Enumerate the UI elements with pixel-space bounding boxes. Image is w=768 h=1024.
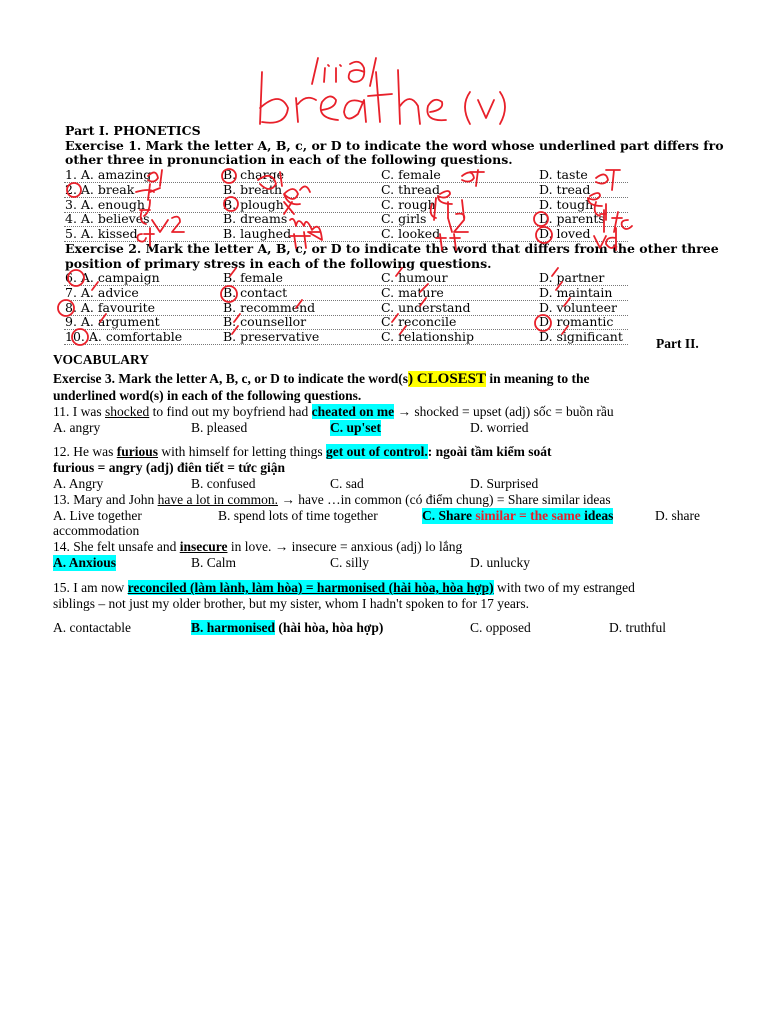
question-13: 13. Mary and John have a lot in common. → have …in common (có điểm chung) = Share similar ideas — [53, 492, 611, 507]
ex1-cell: B. charge — [223, 167, 285, 182]
q12-note: furious = angry (adj) điên tiết = tức giận — [53, 460, 285, 475]
q13-option-b: B. spend lots of time together — [218, 508, 378, 523]
question-15: 15. I am now reconciled (làm lành, làm hòa) = harmonised (hài hòa, hòa hợp) with two of my estranged — [53, 580, 635, 595]
handwritten-annotations — [0, 0, 768, 360]
question-12: 12. He was furious with himself for letting things get out of control.: ngoài tầm kiểm soát — [53, 444, 552, 459]
ex1-cell: 1. A. amazing — [65, 167, 152, 182]
vocabulary-heading: VOCABULARY — [53, 352, 150, 367]
ex1-cell: 5. A. kissed — [65, 226, 138, 242]
q15-option-c: C. opposed — [470, 620, 531, 635]
ex2-cell: 6. A. campaign — [65, 270, 160, 285]
q15-option-d: D. truthful — [609, 620, 666, 635]
q12-option-a: A. Angry — [53, 476, 104, 491]
ex1-cell: B. plough — [223, 196, 284, 212]
q11-option-c: C. up'set — [330, 420, 382, 435]
q14-option-b: B. Calm — [191, 555, 237, 570]
ex1-cell: B. dreams — [223, 211, 288, 227]
question-14: 14. She felt unsafe and insecure in love. → insecure = anxious (adj) lo lắng — [53, 539, 463, 554]
ex2-cell: 10. A. comfortable — [65, 329, 183, 345]
q11-option-b: B. pleased — [191, 420, 248, 435]
ex2-cell: C. understand — [381, 299, 471, 315]
ex1-cell: D. parents — [539, 211, 605, 227]
ex2-cell: 7. A. advice — [65, 284, 139, 300]
q12-option-c: C. sad — [330, 476, 364, 491]
ex2-cell: D. romantic — [539, 314, 614, 330]
ex2-cell: B. contact — [223, 284, 288, 300]
ex2-cell: D. partner — [539, 270, 605, 285]
exercise3-instruction-line1: Exercise 3. Mark the letter A, B, c, or D to indicate the word(s) CLOSEST in meaning to the — [53, 371, 590, 387]
exercise2-instruction-line1: Exercise 2. Mark the letter A, B, c, or D to indicate the word that differs from the other three — [65, 241, 719, 256]
ex2-cell: D. significant — [539, 329, 623, 345]
ex1-cell: C. thread — [381, 181, 440, 197]
ex2-cell: B. recommend — [223, 299, 316, 315]
ex1-cell: D. tread — [539, 181, 591, 197]
ex1-cell: B. laughed — [223, 226, 292, 242]
ex1-cell: C. female — [381, 167, 441, 182]
ex2-cell: 9. A. argument — [65, 314, 160, 330]
ex1-cell: 2. A. break — [65, 181, 135, 197]
ex2-cell: B. female — [223, 270, 283, 285]
ex1-cell: 4. A. believes — [65, 211, 150, 227]
ex2-cell: D. maintain — [539, 284, 613, 300]
q13-option-c: C. Share similar = the same ideas — [422, 508, 614, 523]
q14-option-a: A. Anxious — [53, 555, 117, 570]
q15-line2: siblings – not just my older brother, but my sister, whom I hadn't spoken to for 17 years. — [53, 596, 530, 611]
ex1-cell: D. tough — [539, 196, 594, 212]
ex2-cell: C. humour — [381, 270, 448, 285]
exercise1-instruction-line2: other three in pronunciation in each of the following questions. — [65, 152, 513, 167]
ex1-cell: C. rough — [381, 196, 436, 212]
ex2-cell: B. counsellor — [223, 314, 307, 330]
part2-label: Part II. — [656, 336, 699, 351]
q13-option-a: A. Live together — [53, 508, 142, 523]
q12-option-b: B. confused — [191, 476, 256, 491]
ex2-cell: B. preservative — [223, 329, 320, 345]
exercise3-instruction-line2: underlined word(s) in each of the following questions. — [53, 388, 362, 403]
question-11: 11. I was shocked to find out my boyfriend had cheated on me → shocked = upset (adj) sốc = buồn rầu — [53, 404, 614, 419]
ex1-cell: D. taste — [539, 167, 588, 182]
part1-title: Part I. PHONETICS — [65, 123, 201, 138]
q14-option-c: C. silly — [330, 555, 370, 570]
ex2-cell: 8. A. favourite — [65, 299, 155, 315]
ex1-cell: C. girls — [381, 211, 427, 227]
q15-option-b: B. harmonised (hài hòa, hòa hợp) — [191, 620, 384, 635]
ex2-cell: C. relationship — [381, 329, 474, 345]
q11-option-d: D. worried — [470, 420, 529, 435]
q13-option-d-cont: accommodation — [53, 523, 140, 538]
exercise1-instruction-line1: Exercise 1. Mark the letter A, B, c, or D to indicate the word whose underlined part differs fro — [65, 138, 724, 153]
ex1-cell: 3. A. enough — [65, 196, 145, 212]
ex1-cell: B. breath — [223, 181, 283, 197]
ex2-cell: C. reconcile — [381, 314, 457, 330]
exercise2-instruction-line2: position of primary stress in each of the following questions. — [65, 256, 492, 271]
ex2-cell: D. volunteer — [539, 299, 618, 315]
q13-option-d: D. share — [655, 508, 700, 523]
q11-option-a: A. angry — [53, 420, 101, 435]
closest-highlight: ) CLOSEST — [408, 371, 487, 387]
ex1-cell: C. looked — [381, 226, 441, 242]
ex1-cell: D. loved — [539, 226, 591, 242]
q15-option-a: A. contactable — [53, 620, 131, 635]
ex2-cell: C. mature — [381, 284, 444, 300]
q14-option-d: D. unlucky — [470, 555, 530, 570]
q12-option-d: D. Surprised — [470, 476, 539, 491]
